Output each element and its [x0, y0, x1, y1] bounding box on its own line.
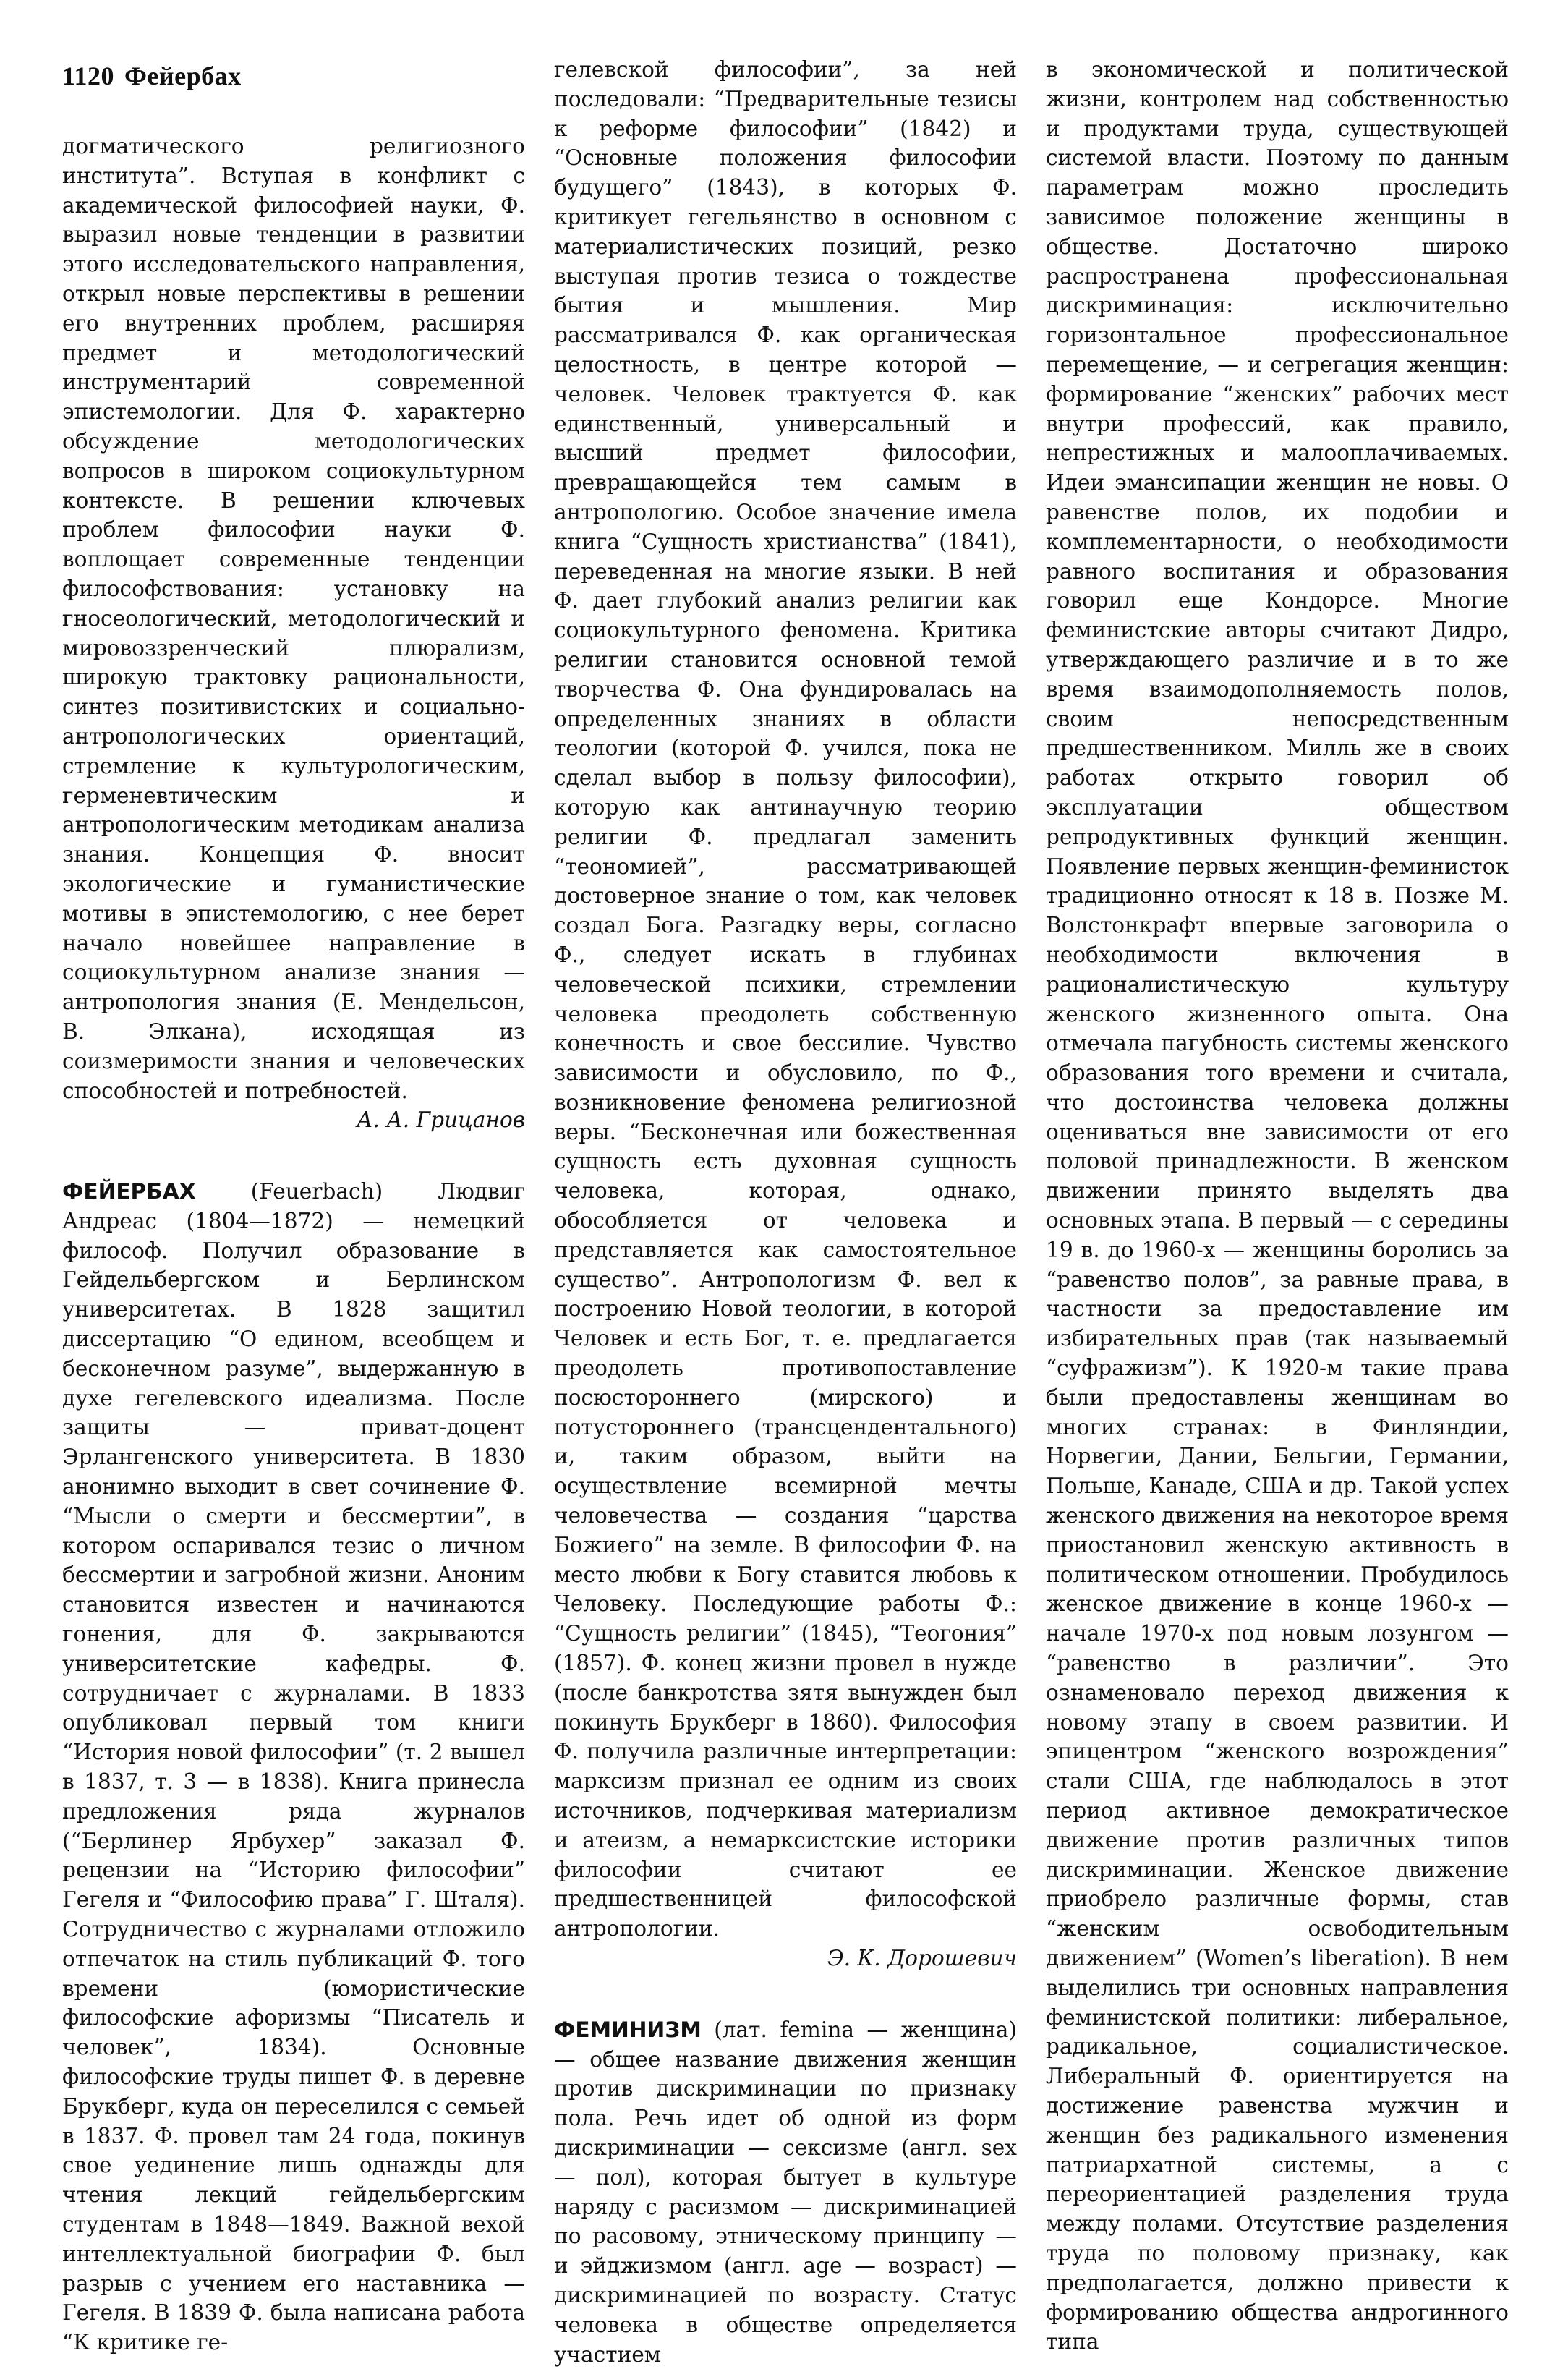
- paragraph-feuerbach-continued: гелевской философии”, за ней последовали: “Предварительные тезисы к реформе философии” (1842) и “Основные положения философии будущего” (1843), в которых Ф. критикует гегельянство в основном с материалистических позиций, резко выступая против тезиса о тождестве бытия и мышления. Мир рассматривался Ф. как органическая целостность, в центре которой — человек. Человек трактуется Ф. как единственный, универсальный и высший предмет философии, превращающейся тем самым в антропологию. Особое значение имела книга “Сущность христианства” (1841), переведенная на многие языки. В ней Ф. дает глубокий анализ религии как социокультурного феномена. Критика религии становится основной темой творчества Ф. Она фундировалась на определенных знаниях в области теологии (которой Ф. учился, пока не сделал выбор в пользу философии), которую как антинаучную теорию религии Ф. предлагал заменить “теономией”, рассматривающей достоверное знание о том, как человек создал Бога. Разгадку веры, согласно Ф., следует искать в глубинах человеческой психики, стремлении человека преодолеть собственную конечность и свое бессилие. Чувство зависимости и обусловило, по Ф., возникновение феномена религиозной веры. “Бесконечная или божественная сущность есть духовная сущность человека, которая, однако, обособляется от человека и представляется как самостоятельное существо”. Антропологизм Ф. вел к построению Новой теологии, в которой Человек и есть Бог, т. е. предлагается преодолеть противопоставление посюстороннего (мирского) и потустороннего (трансцендентального) и, таким образом, выйти на осуществление всемирной мечты человечества — создания “царства Божиего” на земле. В философии Ф. на место любви к Богу ставится любовь к Человеку. Последующие работы Ф.: “Сущность религии” (1845), “Теогония” (1857). Ф. конец жизни провел в нужде (после банкротства зятя вынужден был покинуть Брукберг в 1860). Философия Ф. получила различные интерпретации: марксизм признал ее одним из своих источников, подчеркивая материализм и атеизм, а немарксистские историки философии считают ее предшественницей философской антропологии.: [554, 57, 1017, 1941]
- page-number: 1120: [62, 61, 115, 90]
- entry-text-feuerbach: (Feuerbach) Людвиг Андреас (1804—1872) — немецкий философ. Получил образование в Гейдельбергском и Берлинском университетах. В 1828 защитил диссертацию “О едином, всеобщем и бесконечном разуме”, выдержанную в духе гегелевского идеализма. После защиты — приват-доцент Эрлангенского университета. В 1830 анонимно выходит в свет сочинение Ф. “Мысли о смерти и бессмертии”, в котором оспаривался тезис о личном бессмертии и загробной жизни. Аноним становится известен и начинаются гонения, для Ф. закрываются университетские кафедры. Ф. сотрудничает с журналами. В 1833 опубликовал первый том книги “История новой философии” (т. 2 вышел в 1837, т. 3 — в 1838). Книга принесла предложения ряда журналов (“Берлинер Ярбухер” заказал Ф. рецензии на “Историю философии” Гегеля и “Философию права” Г. Шталя). Сотрудничество с журналами отложило отпечаток на стиль публикаций Ф. того времени (юмористические философские афоризмы “Писатель и человек”, 1834). Основные философские труды пишет Ф. в деревне Брукберг, куда он переселился с семьей в 1837. Ф. провел там 24 года, покинув свое уединение лишь однажды для чтения лекций гейдельбергским студентам в 1848—1849. Важной вехой интеллектуальной биографии Ф. был разрыв с учением его наставника — Гегеля. В 1839 Ф. была написана работа “К критике ге-: [62, 1179, 525, 2355]
- entry-feminism: [554, 2015, 1017, 2369]
- entry-term-feminism: ФЕМИНИЗМ: [554, 2017, 702, 2042]
- paragraph-end-of-previous-entry: догматического религиозного института”. Вступая в конфликт с академической философией науки, Ф. выразил новые тенденции в развитии этого исследовательского направления, открыл новые перспективы в решении его внутренних проблем, расширяя предмет и методологический инструментарий современной эпистемологии. Для Ф. характерно обсуждение методологических вопросов в широком социокультурном контексте. В решении ключевых проблем философии науки Ф. воплощает современные тенденции философствования: установку на гносеологический, методологический и мировоззренческий плюрализм, широкую трактовку рациональности, синтез позитивистских и социально-антропологических ориентаций, стремление к культурологическим, герменевтическим и антропологическим методикам анализа знания. Концепция Ф. вносит экологические и гуманистические мотивы в эпистемологию, с нее берет начало новейшее направление в социокультурном анализе знания — антропология знания (Е. Мендельсон, В. Элкана), исходящая из соизмеримости знания и человеческих способностей и потребностей.: [62, 134, 525, 1103]
- entry-feuerbach: [62, 1177, 525, 2357]
- running-title: Фейербах: [124, 61, 242, 90]
- author-signature: А. А. Грицанов: [357, 1107, 525, 1133]
- paragraph-feminism-continued: в экономической и политической жизни, контролем над собственностью и продуктами труда, существующей системой власти. Поэтому по данным параметрам можно проследить зависимое положение женщины в обществе. Достаточно широко распространена профессиональная дискриминация: исключительно горизонтальное профессиональное перемещение, — и сегрегация женщин: формирование “женских” рабочих мест внутри профессий, как правило, непрестижных и малооплачиваемых. Идеи эмансипации женщин не новы. О равенстве полов, их подобии и комплементарности, о необходимости равного воспитания и образования говорил еще Кондорсе. Многие феминистские авторы считают Дидро, утверждающего различие и в то же время взаимодополняемость полов, своим непосредственным предшественником. Милль же в своих работах открыто говорил об эксплуатации обществом репродуктивных функций женщин. Появление первых женщин-феминисток традиционно относят к 18 в. Позже М. Волстонкрафт впервые заговорила о необходимости включения в рационалистическую культуру женского жизненного опыта. Она отмечала пагубность системы женского образования того времени и считала, что достоинства человека должны оцениваться вне зависимости от его половой принадлежности. В женском движении принято выделять два основных этапа. В первый — с середины 19 в. до 1960-х — женщины боролись за “равенство полов”, за равные права, в частности за предоставление им избирательных прав (так называемый “суфражизм”). К 1920-м такие права были предоставлены женщинам во многих странах: в Финляндии, Норвегии, Дании, Бельгии, Германии, Польше, Канаде, США и др. Такой успех женского движения на некоторое время приостановил женскую активность в политическом отношении. Пробудилось женское движение в конце 1960-х — начале 1970-х под новым лозунгом — “равенство в различии”. Это ознаменовало переход движения к новому этапу в своем развитии. И эпицентром “женского возрождения” стали США, где наблюдалось в этот период активное демократическое движение против различных типов дискриминации. Женское движение приобрело различные формы, став “женским освободительным движением” (Women’s liberation). В нем выделились три основных направления феминистской политики: либеральное, радикальное, социалистическое. Либеральный Ф. ориентируется на достижение равенства мужчин и женщин без радикального изменения патриархатной системы, а с переориентацией разделения труда между полами. Отсутствие разделения труда по половому признаку, как предполагается, должно привести к формированию общества андрогинного типа: [1046, 57, 1509, 2355]
- column-3: [1046, 55, 1509, 2357]
- running-header: [62, 61, 242, 91]
- author-signature: Э. К. Дорошевич: [827, 1946, 1017, 1970]
- entry-term-feuerbach: ФЕЙЕРБАХ: [62, 1179, 196, 1204]
- column-2: [554, 55, 1017, 2369]
- column-1: [62, 132, 525, 2357]
- entry-text-feminism: (лат. femina — женщина) — общее название движения женщин против дискриминации по признаку пола. Речь идет об одной из форм дискриминации — сексизме (англ. sex — пол), которая бытует в культуре наряду с расизмом — дискриминацией по расовому, этническому принципу — и эйджизмом (англ. age — возраст) — дискриминацией по возрасту. Статус человека в обществе определяется участием: [554, 2017, 1017, 2367]
